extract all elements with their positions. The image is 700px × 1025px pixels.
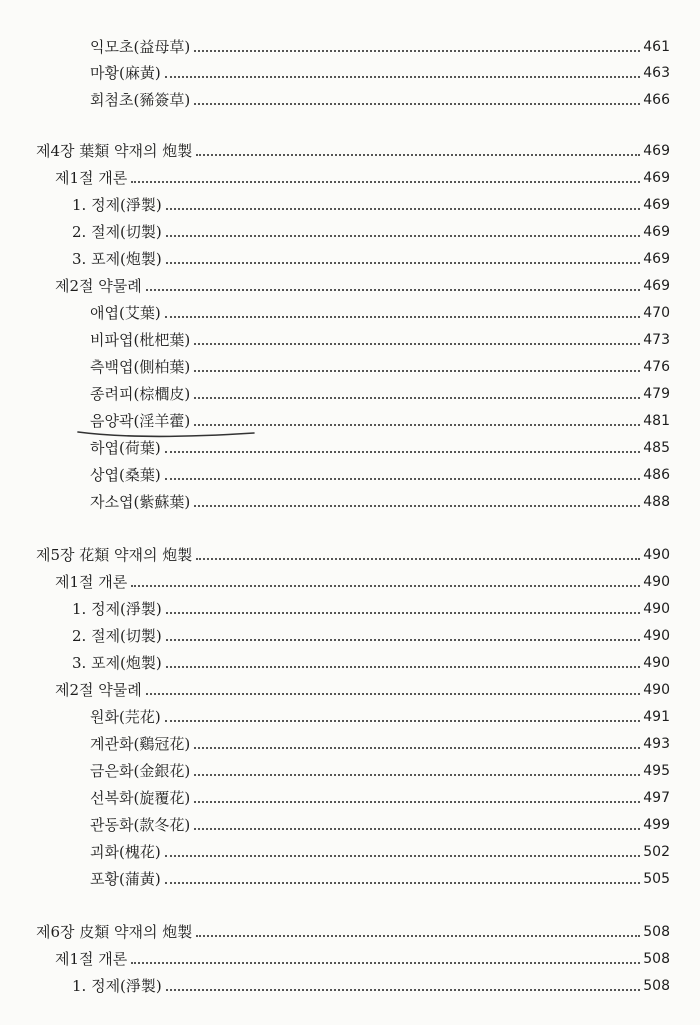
leader-dots bbox=[165, 477, 641, 480]
toc-page-number: 470 bbox=[643, 305, 670, 321]
leader-dots bbox=[165, 719, 641, 722]
toc-entry-label: 제2절 약물례 bbox=[55, 277, 142, 295]
toc-entry-label: 제1절 개론 bbox=[55, 573, 128, 591]
toc-section-entry bbox=[55, 163, 670, 187]
toc-entry-label: 관동화(款冬花) bbox=[90, 816, 191, 834]
toc-entry bbox=[90, 487, 670, 511]
toc-entry-label: 3. 포제(炮製) bbox=[72, 250, 162, 268]
toc-page-number: 505 bbox=[643, 871, 670, 887]
leader-dots bbox=[194, 800, 640, 803]
leader-dots bbox=[194, 396, 640, 399]
toc-entry bbox=[90, 756, 670, 780]
toc-entry-label: 계관화(鷄冠花) bbox=[90, 735, 191, 753]
leader-dots bbox=[165, 315, 641, 318]
toc-entry bbox=[90, 460, 670, 484]
toc-entry-label: 비파엽(枇杷葉) bbox=[90, 331, 191, 349]
toc-page-number: 469 bbox=[643, 143, 670, 159]
leader-dots bbox=[194, 102, 640, 105]
toc-entry bbox=[90, 325, 670, 349]
toc-page-number: 490 bbox=[643, 547, 670, 563]
toc-entry bbox=[90, 298, 670, 322]
toc-page-number: 488 bbox=[643, 494, 670, 510]
toc-entry bbox=[90, 406, 670, 430]
leader-dots bbox=[166, 207, 641, 210]
toc-chapter-entry bbox=[36, 917, 670, 941]
toc-page-number: 466 bbox=[643, 92, 670, 108]
toc-entry-label: 2. 절제(切製) bbox=[72, 627, 162, 645]
toc-page-number: 476 bbox=[643, 359, 670, 375]
toc-entry-label: 음양곽(淫羊藿) bbox=[90, 412, 191, 430]
toc-page-number: 469 bbox=[643, 251, 670, 267]
toc-page-number: 499 bbox=[643, 817, 670, 833]
toc-entry-label: 제1절 개론 bbox=[55, 169, 128, 187]
leader-dots bbox=[166, 234, 641, 237]
toc-entry-label: 제2절 약물례 bbox=[55, 681, 142, 699]
toc-entry bbox=[72, 648, 670, 672]
toc-page-number: 469 bbox=[643, 278, 670, 294]
toc-entry-label: 2. 절제(切製) bbox=[72, 223, 162, 241]
leader-dots bbox=[194, 746, 640, 749]
leader-dots bbox=[166, 665, 641, 668]
leader-dots bbox=[194, 504, 640, 507]
toc-entry-label: 괴화(槐花) bbox=[90, 843, 161, 861]
toc-page-number: 485 bbox=[643, 440, 670, 456]
toc-entry-label: 상엽(桑葉) bbox=[90, 466, 161, 484]
toc-page-number: 479 bbox=[643, 386, 670, 402]
toc-entry-label: 금은화(金銀花) bbox=[90, 762, 191, 780]
toc-page-number: 493 bbox=[643, 736, 670, 752]
toc-page-number: 490 bbox=[643, 682, 670, 698]
toc-entry-label: 제4장 葉類 약재의 炮製 bbox=[36, 142, 193, 160]
leader-dots bbox=[196, 557, 640, 560]
toc-entry bbox=[72, 190, 670, 214]
leader-dots bbox=[194, 342, 640, 345]
leader-dots bbox=[166, 988, 641, 991]
toc-entry-label: 애엽(艾葉) bbox=[90, 304, 161, 322]
toc-entry bbox=[72, 244, 670, 268]
toc-page-number: 508 bbox=[643, 924, 670, 940]
toc-entry-label: 측백엽(側柏葉) bbox=[90, 358, 191, 376]
leader-dots bbox=[194, 49, 640, 52]
toc-section-entry bbox=[55, 944, 670, 968]
toc-page-number: 461 bbox=[643, 39, 670, 55]
toc-entry bbox=[72, 594, 670, 618]
toc-page-number: 481 bbox=[643, 413, 670, 429]
toc-entry-label: 3. 포제(炮製) bbox=[72, 654, 162, 672]
toc-page-number: 486 bbox=[643, 467, 670, 483]
toc-page-number: 490 bbox=[643, 574, 670, 590]
toc-entry-label: 1. 정제(淨製) bbox=[72, 977, 162, 995]
leader-dots bbox=[131, 961, 640, 964]
leader-dots bbox=[146, 692, 641, 695]
toc-entry-label: 1. 정제(淨製) bbox=[72, 196, 162, 214]
toc-entry-label: 원화(芫花) bbox=[90, 708, 161, 726]
toc-entry-label: 선복화(旋覆花) bbox=[90, 789, 191, 807]
toc-entry bbox=[90, 864, 670, 888]
toc-entry bbox=[90, 837, 670, 861]
toc-entry-label: 마황(麻黃) bbox=[90, 64, 161, 82]
toc-entry bbox=[72, 217, 670, 241]
toc-page-number: 508 bbox=[643, 951, 670, 967]
leader-dots bbox=[166, 261, 641, 264]
leader-dots bbox=[166, 611, 641, 614]
toc-entry-label: 익모초(益母草) bbox=[90, 38, 191, 56]
toc-page-number: 469 bbox=[643, 170, 670, 186]
toc-page-number: 508 bbox=[643, 978, 670, 994]
toc-page-number: 490 bbox=[643, 655, 670, 671]
toc-page-number: 502 bbox=[643, 844, 670, 860]
toc-entry-label: 제5장 花類 약재의 炮製 bbox=[36, 546, 193, 564]
toc-entry bbox=[90, 352, 670, 376]
leader-dots bbox=[165, 450, 641, 453]
toc-page-number: 490 bbox=[643, 601, 670, 617]
toc-page-number: 495 bbox=[643, 763, 670, 779]
leader-dots bbox=[131, 180, 640, 183]
toc-entry bbox=[90, 783, 670, 807]
toc-entry-label: 자소엽(紫蘇葉) bbox=[90, 493, 191, 511]
toc-chapter-entry bbox=[36, 136, 670, 160]
toc-page-number: 491 bbox=[643, 709, 670, 725]
toc-page-number: 473 bbox=[643, 332, 670, 348]
leader-dots bbox=[165, 881, 641, 884]
leader-dots bbox=[196, 934, 640, 937]
toc-page-number: 463 bbox=[643, 65, 670, 81]
toc-entry bbox=[90, 32, 670, 56]
toc-entry-label: 제6장 皮類 약재의 炮製 bbox=[36, 923, 193, 941]
toc-entry bbox=[90, 58, 670, 82]
toc-section-entry bbox=[55, 675, 670, 699]
leader-dots bbox=[194, 423, 640, 426]
toc-entry-label: 종려피(棕櫚皮) bbox=[90, 385, 191, 403]
leader-dots bbox=[166, 638, 641, 641]
leader-dots bbox=[194, 369, 640, 372]
toc-entry bbox=[90, 702, 670, 726]
toc-entry bbox=[90, 379, 670, 403]
toc-entry-label: 제1절 개론 bbox=[55, 950, 128, 968]
toc-page-number: 469 bbox=[643, 197, 670, 213]
toc-entry bbox=[90, 433, 670, 457]
leader-dots bbox=[165, 854, 641, 857]
toc-entry-label: 포황(蒲黃) bbox=[90, 870, 161, 888]
toc-section-entry bbox=[55, 567, 670, 591]
toc-entry-label: 하엽(荷葉) bbox=[90, 439, 161, 457]
toc-entry bbox=[72, 971, 670, 995]
leader-dots bbox=[196, 153, 640, 156]
toc-entry bbox=[72, 621, 670, 645]
toc-entry bbox=[90, 810, 670, 834]
leader-dots bbox=[131, 584, 640, 587]
leader-dots bbox=[194, 773, 640, 776]
toc-page-number: 497 bbox=[643, 790, 670, 806]
leader-dots bbox=[165, 75, 641, 78]
toc-chapter-entry bbox=[36, 540, 670, 564]
leader-dots bbox=[194, 827, 640, 830]
toc-entry bbox=[90, 729, 670, 753]
toc-entry-label: 1. 정제(淨製) bbox=[72, 600, 162, 618]
toc-entry bbox=[90, 85, 670, 109]
toc-section-entry bbox=[55, 271, 670, 295]
toc-page-number: 490 bbox=[643, 628, 670, 644]
leader-dots bbox=[146, 288, 641, 291]
toc-entry-label: 회첨초(豨簽草) bbox=[90, 91, 191, 109]
toc-page-number: 469 bbox=[643, 224, 670, 240]
